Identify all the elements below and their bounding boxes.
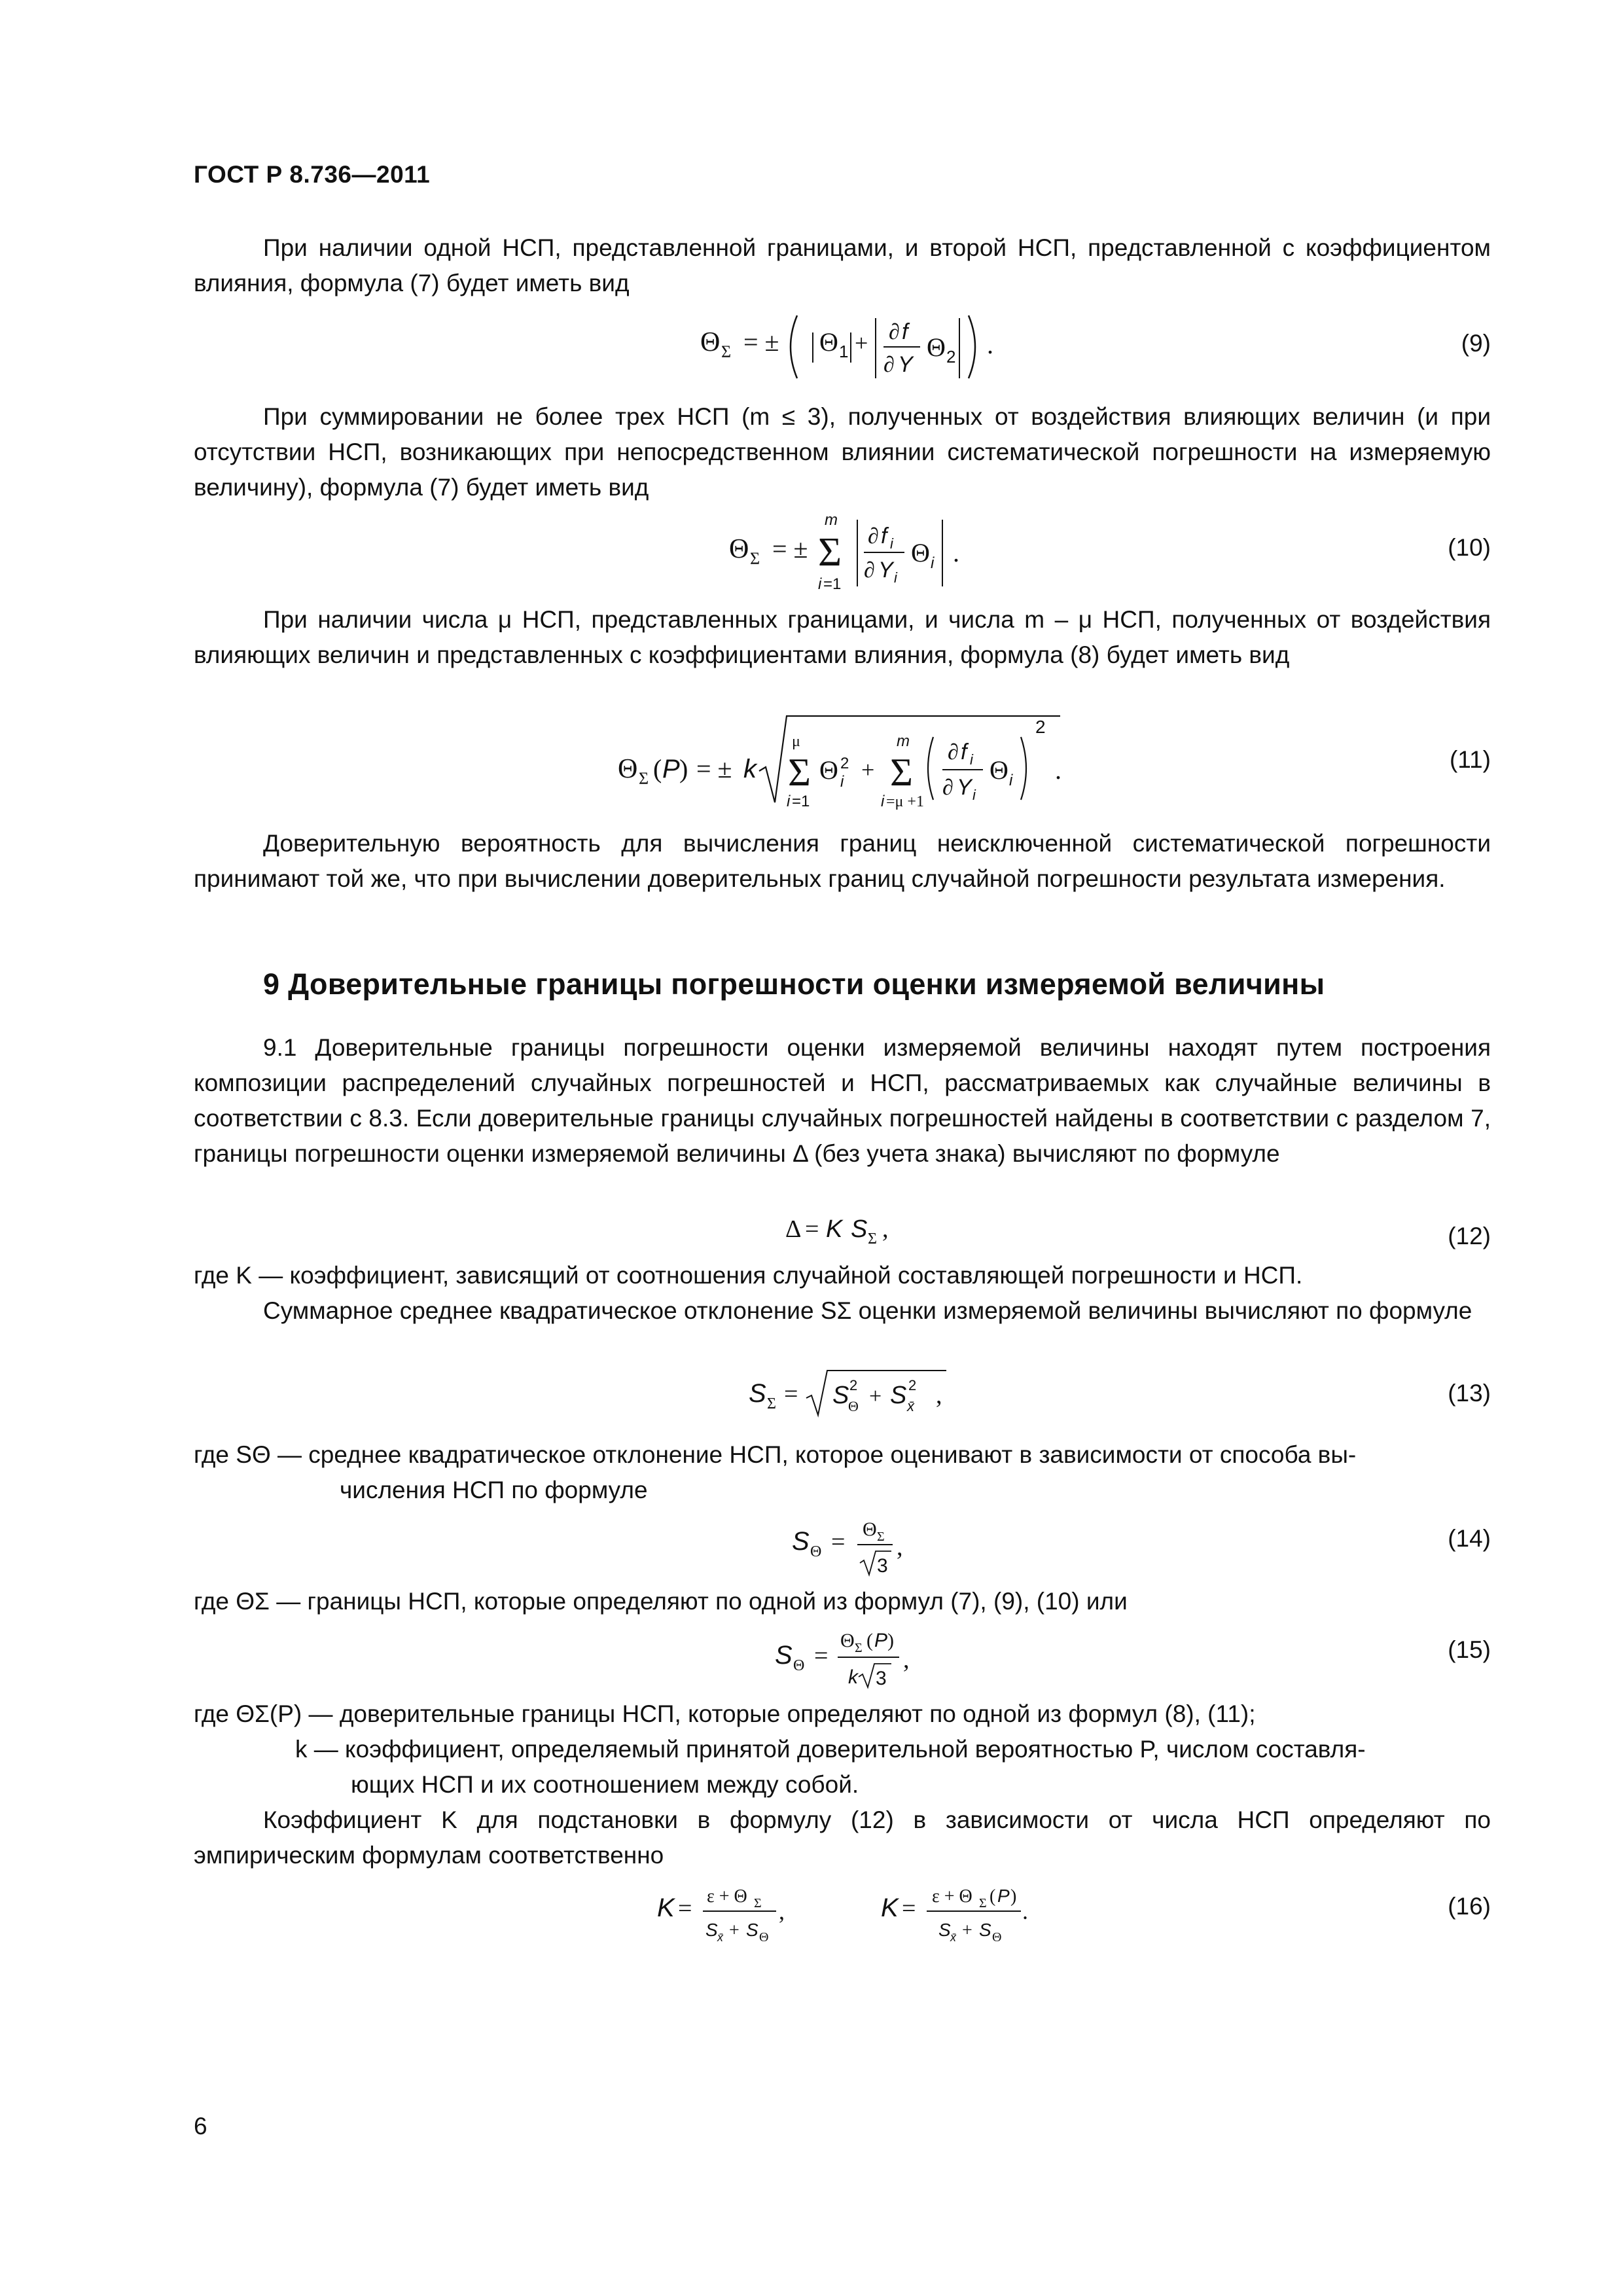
svg-text:.: . [1022, 1898, 1028, 1924]
formula-13 [746, 1364, 969, 1429]
svg-text:.: . [987, 330, 993, 359]
equation-number-13: (13) [1448, 1380, 1491, 1407]
svg-text:= ±: = ± [696, 754, 732, 783]
svg-text:i: i [787, 793, 791, 810]
svg-text:ε + Θ: ε + Θ [932, 1886, 972, 1907]
svg-text:Δ: Δ [785, 1215, 802, 1243]
equation-number-15: (15) [1448, 1636, 1491, 1663]
svg-text:,: , [903, 1646, 910, 1674]
svg-text:S: S [746, 1920, 758, 1940]
svg-text:2: 2 [946, 347, 956, 367]
svg-text:=: = [784, 1380, 798, 1408]
svg-text:3: 3 [877, 1555, 888, 1577]
equation-number-14: (14) [1448, 1525, 1491, 1552]
document-header: ГОСТ Р 8.736—2011 [194, 161, 431, 188]
svg-text:Y: Y [878, 558, 893, 583]
svg-text:Θ: Θ [863, 1518, 877, 1540]
svg-text:,: , [936, 1382, 942, 1409]
svg-text:Σ: Σ [639, 769, 649, 788]
where-14: где ΘΣ — границы НСП, которые определяют по одной из формул (7), (9), (10) или [194, 1588, 1128, 1615]
svg-text:P: P [997, 1886, 1010, 1906]
svg-text:S: S [979, 1920, 991, 1940]
svg-text:,: , [897, 1534, 903, 1561]
svg-text:(: ( [990, 1886, 996, 1907]
svg-text:k: k [743, 755, 757, 783]
svg-text:Σ: Σ [979, 1896, 987, 1910]
paragraph-1: При наличии одной НСП, представленной границами, и второй НСП, представленной с коэффициентом влияния, формула (7) будет иметь вид [194, 234, 1491, 296]
formula-9 [694, 306, 1034, 391]
paragraph-5: 9.1 Доверительные границы погрешности оценки измеряемой величины находят путем построения композиции распределений случайных погрешностей и НСП, рассматриваемых как случайные величины в соответствии с 8.3. Если доверительные границы случайных погрешностей найдены в соответствии с разделом 7, границы погрешности оценки измеряемой величины Δ (без учета знака) вычисляют по формуле [194, 1034, 1491, 1167]
svg-text:.: . [953, 538, 959, 567]
svg-text:k: k [848, 1666, 858, 1688]
paragraph-4: Доверительную вероятность для вычисления границ неисключенной систематической погрешности принимают той же, что при вычислении доверительных границ случайной погрешности результата измерения. [194, 830, 1491, 892]
svg-text:= ±: = ± [743, 327, 779, 357]
svg-text:=: = [805, 1215, 819, 1243]
svg-text:=1: =1 [792, 793, 810, 810]
svg-text:i: i [1009, 772, 1013, 789]
svg-text:i: i [881, 793, 885, 810]
svg-text:i: i [894, 569, 897, 586]
svg-text:∂: ∂ [868, 524, 879, 548]
svg-text:.: . [1055, 755, 1061, 785]
svg-text:=: = [902, 1895, 916, 1922]
svg-text:=1: =1 [823, 575, 842, 593]
svg-text:+: + [855, 330, 868, 356]
svg-text:Θ: Θ [840, 1630, 855, 1651]
paragraph-6: Суммарное среднее квадратическое отклонение SΣ оценки измеряемой величины вычисляют по формуле [263, 1297, 1472, 1324]
svg-text:f: f [902, 319, 908, 344]
svg-text:i: i [840, 773, 844, 791]
svg-text:Θ: Θ [759, 1930, 769, 1945]
svg-text:Θ: Θ [729, 534, 749, 564]
svg-text:Σ: Σ [767, 1395, 776, 1412]
where-15b: k — коэффициент, определяемый принятой доверительной вероятностью P, числом составля- [295, 1736, 1366, 1763]
svg-text:+: + [962, 1920, 972, 1941]
svg-text:Θ: Θ [819, 755, 838, 785]
formula-15 [772, 1621, 942, 1699]
svg-text:): ) [887, 1630, 894, 1651]
svg-text:∂: ∂ [864, 558, 875, 583]
equation-number-10: (10) [1448, 534, 1491, 561]
svg-text:x̄: x̄ [717, 1931, 723, 1944]
svg-text:1: 1 [839, 342, 849, 361]
svg-text:Σ: Σ [721, 342, 732, 361]
svg-text:Σ: Σ [868, 1230, 877, 1247]
svg-text:,: , [882, 1215, 889, 1243]
svg-text:Θ: Θ [992, 1930, 1002, 1945]
svg-text:m: m [825, 511, 838, 529]
svg-text:P: P [874, 1630, 888, 1651]
svg-text:Σ: Σ [818, 530, 842, 575]
page-number: 6 [194, 2113, 207, 2140]
svg-text:∂: ∂ [942, 776, 954, 800]
formula-14 [789, 1509, 933, 1588]
svg-text:,: , [779, 1898, 785, 1924]
svg-text:+: + [869, 1384, 882, 1408]
section-title: 9 Доверительные границы погрешности оценки измеряемой величины [263, 967, 1325, 1001]
svg-text:S: S [851, 1215, 868, 1243]
svg-text:Σ: Σ [754, 1896, 762, 1910]
svg-text:S: S [792, 1527, 810, 1556]
paragraph-7: Коэффициент K для подстановки в формулу (12) в зависимости от числа НСП определяют по эмпирическим формулам соответственно [194, 1806, 1491, 1869]
where-15a: где ΘΣ(P) — доверительные границы НСП, которые определяют по одной из формул (8), (11); [194, 1700, 1256, 1727]
svg-text:Θ: Θ [700, 327, 721, 357]
svg-text:S: S [775, 1641, 793, 1670]
svg-text:= ±: = ± [772, 534, 808, 564]
svg-text:Σ: Σ [890, 751, 913, 794]
svg-text:∂: ∂ [883, 353, 895, 377]
formula-11 [615, 711, 1113, 822]
svg-text:∂: ∂ [948, 740, 959, 764]
formula-12 [783, 1207, 940, 1259]
svg-text:Θ: Θ [793, 1657, 805, 1674]
svg-text:Θ: Θ [990, 755, 1008, 785]
svg-text:i: i [818, 575, 822, 593]
where-12: где K — коэффициент, зависящий от соотношения случайной составляющей погрешности и НСП. [194, 1262, 1303, 1289]
svg-text:): ) [679, 754, 688, 783]
svg-text:): ) [1010, 1886, 1017, 1907]
svg-text:m: m [897, 732, 910, 750]
formula-16 [654, 1876, 1073, 1954]
svg-text:Y: Y [957, 775, 972, 800]
svg-text:S: S [705, 1920, 718, 1940]
where-13a: где SΘ — среднее квадратическое отклонение НСП, которое оценивают в зависимости от способа вы- [194, 1441, 1357, 1468]
svg-text:Θ: Θ [618, 754, 638, 784]
paragraph-3: При наличии числа μ НСП, представленных границами, и числа m – μ НСП, полученных от воздействия влияющих величин и представленных с коэффициентами влияния, формула (8) будет иметь вид [194, 606, 1491, 668]
svg-text:S: S [832, 1382, 849, 1409]
svg-text:(: ( [653, 754, 662, 783]
svg-text:3: 3 [876, 1668, 887, 1689]
equation-number-11: (11) [1449, 746, 1491, 773]
svg-text:x̄: x̄ [950, 1931, 956, 1944]
svg-text:=: = [678, 1895, 692, 1922]
svg-text:Σ: Σ [877, 1530, 885, 1544]
svg-text:K: K [881, 1893, 899, 1922]
svg-text:=μ +1: =μ +1 [886, 793, 924, 810]
svg-text:2: 2 [908, 1377, 917, 1393]
svg-text:Σ: Σ [855, 1641, 863, 1655]
svg-text:i: i [970, 751, 973, 768]
svg-text:P: P [662, 755, 680, 783]
svg-text:i: i [931, 554, 935, 572]
svg-text:+: + [729, 1920, 740, 1941]
equation-number-16: (16) [1448, 1893, 1491, 1920]
svg-text:=: = [814, 1642, 829, 1670]
svg-text:Θ: Θ [810, 1543, 822, 1560]
svg-text:+: + [861, 757, 875, 783]
svg-text:i: i [972, 787, 976, 803]
where-15c: ющих НСП и их соотношением между собой. [351, 1771, 859, 1798]
formula-10 [726, 511, 1001, 602]
svg-text:f: f [881, 524, 887, 548]
svg-text:i: i [890, 535, 893, 552]
svg-text:Θ: Θ [911, 538, 930, 567]
svg-text:Θ: Θ [819, 327, 838, 357]
svg-text:Θ: Θ [927, 332, 946, 362]
svg-text:Θ: Θ [848, 1398, 859, 1414]
svg-text:f: f [961, 740, 967, 764]
svg-text:μ: μ [792, 733, 800, 750]
svg-text:(: ( [866, 1630, 873, 1651]
equation-number-9: (9) [1461, 330, 1491, 357]
svg-text:K: K [657, 1893, 675, 1922]
svg-text:∂: ∂ [889, 320, 900, 344]
svg-text:ε + Θ: ε + Θ [707, 1886, 747, 1907]
svg-text:2: 2 [849, 1377, 858, 1393]
svg-text:Σ: Σ [788, 751, 811, 794]
svg-text:=: = [831, 1528, 846, 1556]
equation-number-12: (12) [1448, 1223, 1491, 1249]
where-13b: числения НСП по формуле [340, 1477, 648, 1503]
paragraph-2: При суммировании не более трех НСП (m ≤ 3), полученных от воздействия влияющих величин (и при отсутствии НСП, возникающих при непосредственном влиянии систематической погрешности на измеряемую величину), формула (7) будет иметь вид [194, 403, 1491, 501]
svg-text:K: K [826, 1215, 843, 1243]
svg-text:2: 2 [840, 755, 849, 772]
svg-text:Σ: Σ [750, 549, 760, 568]
svg-text:x̄: x̄ [907, 1398, 914, 1414]
svg-text:2: 2 [1035, 717, 1046, 737]
svg-text:S: S [749, 1379, 766, 1408]
svg-text:Y: Y [898, 352, 913, 377]
svg-text:S: S [890, 1382, 907, 1409]
svg-text:S: S [938, 1920, 951, 1940]
